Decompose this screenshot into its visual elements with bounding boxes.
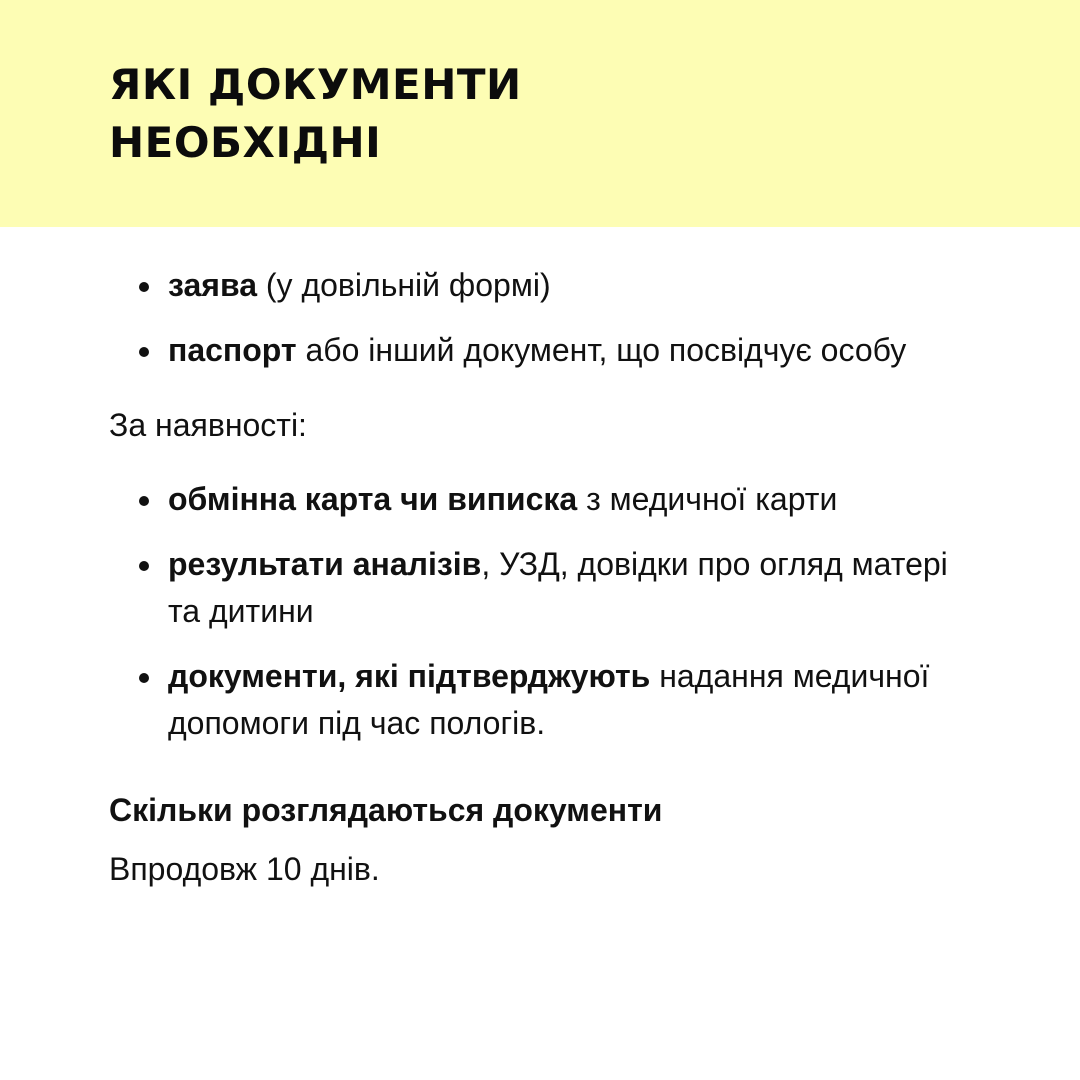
list-item [109, 476, 969, 523]
list-item-text: (у довільній формі) [257, 267, 551, 303]
main-content [109, 262, 969, 893]
list-item-text: надання медичної допомоги під час пологів. [168, 658, 930, 741]
page-title-line-2: НЕОБХІДНІ [109, 118, 382, 167]
review-heading: Скільки розглядаються документи [109, 792, 663, 828]
bullet-icon [139, 561, 149, 571]
list-item [109, 541, 969, 635]
list-item-text: або інший документ, що посвідчує особу [296, 332, 907, 368]
header-banner [0, 0, 1080, 227]
if-available-label: За наявності: [109, 407, 307, 443]
list-item-bold: результати аналізів [168, 546, 482, 582]
bullet-icon [139, 282, 149, 292]
list-item-bold: заява [168, 267, 257, 303]
optional-documents-list [109, 476, 969, 747]
list-item-bold: документи, які підтверджують [168, 658, 651, 694]
required-documents-list [109, 262, 969, 374]
list-item-text: , УЗД, довідки про огляд матері та дитини [168, 546, 948, 629]
review-answer: Впродовж 10 днів. [109, 851, 380, 887]
page-title-line-1: ЯКІ ДОКУМЕНТИ [109, 60, 522, 109]
list-item-text: з медичної карти [577, 481, 838, 517]
bullet-icon [139, 496, 149, 506]
bullet-icon [139, 673, 149, 683]
bullet-icon [139, 347, 149, 357]
page-title [109, 56, 522, 172]
list-item-bold: паспорт [168, 332, 297, 368]
list-item [109, 327, 969, 374]
list-item [109, 653, 969, 747]
list-item-bold: обмінна карта чи виписка [168, 481, 578, 517]
list-item [109, 262, 969, 309]
